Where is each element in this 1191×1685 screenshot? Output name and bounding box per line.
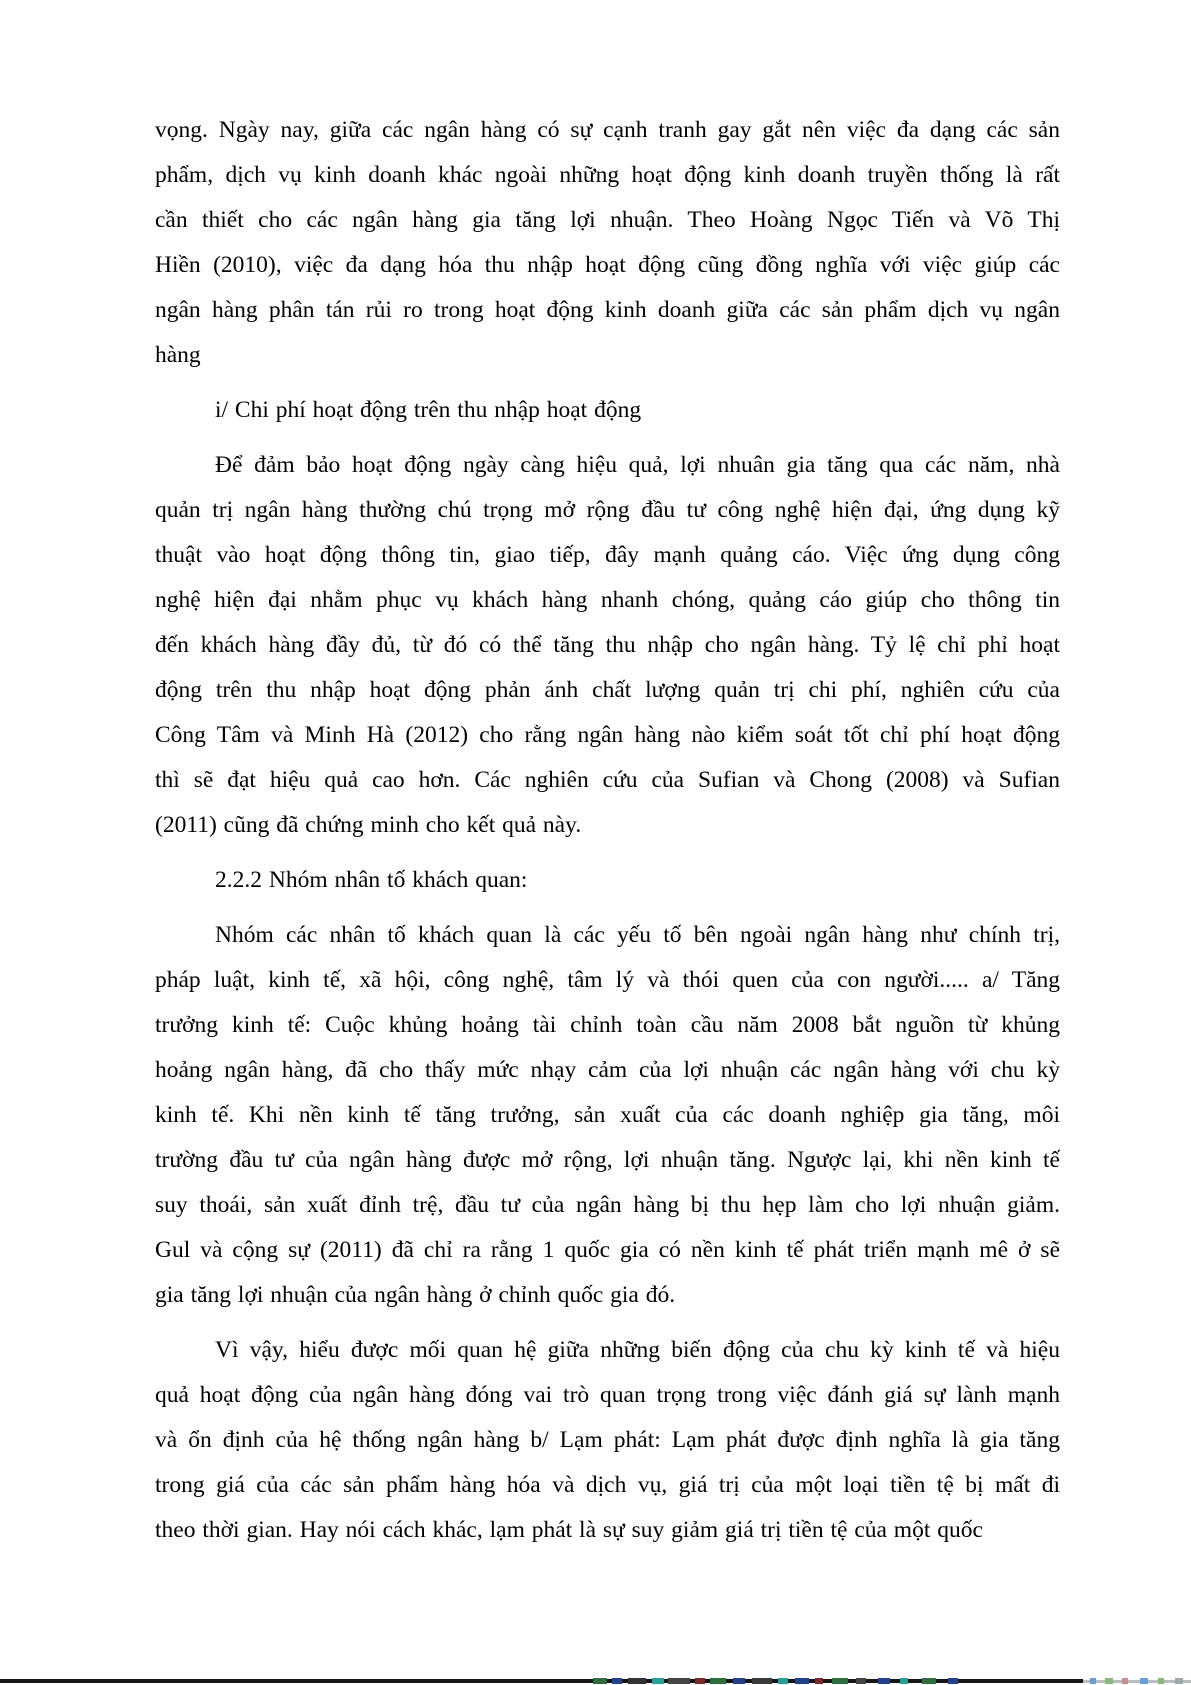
text-line: trường đầu tư của ngân hàng được mở rộng, lợi nhuận tăng. Ngược lại, khi nền kinh tế — [155, 1147, 1060, 1173]
text-line: nghệ hiện đại nhằm phục vụ khách hàng nhanh chóng, quảng cáo giúp cho thông tin — [155, 587, 1060, 613]
text-line: ngân hàng phân tán rủi ro trong hoạt động kinh doanh giữa các sản phẩm dịch vụ ngân — [155, 297, 1060, 323]
taskbar-pixel-artifact — [795, 1678, 809, 1684]
taskbar-pixel-artifact — [1105, 1678, 1113, 1684]
text-line: Nhóm các nhân tố khách quan là các yếu tố bên ngoài ngân hàng như chính trị, — [215, 922, 1060, 948]
text-line: quả hoạt động của ngân hàng đóng vai trò quan trọng trong việc đánh giá sự lành mạnh — [155, 1382, 1060, 1408]
taskbar-pixel-artifact — [878, 1678, 890, 1684]
taskbar-pixel-artifact — [832, 1678, 848, 1684]
taskbar-pixel-artifact — [1122, 1678, 1128, 1684]
taskbar-pixel-artifact — [752, 1678, 772, 1684]
text-line: vọng. Ngày nay, giữa các ngân hàng có sự cạnh tranh gay gắt nên việc đa dạng các sản — [155, 117, 1060, 143]
taskbar-pixel-artifact — [612, 1678, 622, 1684]
taskbar-pixel-artifact — [710, 1678, 726, 1684]
paragraph — [155, 108, 1060, 378]
taskbar-pixel-artifact — [733, 1678, 745, 1684]
taskbar-pixel-artifact — [1158, 1678, 1164, 1684]
text-line: quản trị ngân hàng thường chú trọng mở rộng đầu tư công nghệ hiện đại, ứng dụng kỹ — [155, 497, 1060, 523]
text-line: hàng — [155, 342, 201, 368]
text-line: hoảng ngân hàng, đã cho thấy mức nhạy cảm của lợi nhuận các ngân hàng với chu kỳ — [155, 1057, 1060, 1083]
document-text — [155, 108, 1060, 1553]
taskbar-pixel-artifact — [856, 1678, 866, 1684]
taskbar-pixel-artifact — [695, 1678, 705, 1684]
text-line: Hiền (2010), việc đa dạng hóa thu nhập hoạt động cũng đồng nghĩa với việc giúp các — [155, 252, 1060, 278]
heading-line: i/ Chi phí hoạt động trên thu nhập hoạt động — [215, 397, 642, 423]
text-line: Gul và cộng sự (2011) đã chỉ ra rằng 1 quốc gia có nền kinh tế phát triển mạnh mê ở sẽ — [155, 1237, 1060, 1263]
text-line: Vì vậy, hiểu được mối quan hệ giữa những biến động của chu kỳ kinh tế và hiệu — [215, 1337, 1060, 1363]
taskbar-pixel-artifact — [652, 1678, 664, 1684]
text-line: và ổn định của hệ thống ngân hàng b/ Lạm phát: Lạm phát được định nghĩa là gia tăng — [155, 1427, 1060, 1453]
text-line: trưởng kinh tế: Cuộc khủng hoảng tài chỉnh toàn cầu năm 2008 bắt nguồn từ khủng — [155, 1012, 1060, 1038]
taskbar-pixel-artifact — [948, 1678, 958, 1684]
text-line: trong giá của các sản phẩm hàng hóa và dịch vụ, giá trị của một loại tiền tệ bị mất đi — [155, 1472, 1060, 1498]
paragraph — [155, 443, 1060, 848]
taskbar-pixel-artifact — [778, 1678, 788, 1684]
taskbar-pixel-artifact — [1175, 1678, 1183, 1684]
taskbar-edge-strip — [0, 1678, 1191, 1685]
paragraph — [155, 913, 1060, 1318]
text-line: pháp luật, kinh tế, xã hội, công nghệ, tâm lý và thói quen của con người..... a/ Tăng — [155, 967, 1060, 993]
text-line: phẩm, dịch vụ kinh doanh khác ngoài những hoạt động kinh doanh truyền thống là rất — [155, 162, 1060, 188]
taskbar-pixel-artifact — [628, 1678, 646, 1684]
text-line: suy thoái, sản xuất đỉnh trệ, đầu tư của ngân hàng bị thu hẹp làm cho lợi nhuận giảm. — [155, 1192, 1060, 1218]
taskbar-pixel-artifact — [815, 1678, 823, 1684]
text-line: Công Tâm và Minh Hà (2012) cho rằng ngân hàng nào kiểm soát tốt chỉ phí hoạt động — [155, 722, 1060, 748]
heading-line: 2.2.2 Nhóm nhân tố khách quan: — [215, 867, 528, 893]
section-heading — [155, 388, 1060, 433]
section-heading — [155, 858, 1060, 903]
text-line: thuật vào hoạt động thông tin, giao tiếp, đây mạnh quảng cáo. Việc ứng dụng công — [155, 542, 1060, 568]
text-line: thì sẽ đạt hiệu quả cao hơn. Các nghiên cứu của Sufian và Chong (2008) và Sufian — [155, 767, 1060, 793]
taskbar-dark-segment — [0, 1679, 1083, 1683]
paragraph — [155, 1328, 1060, 1553]
text-line: gia tăng lợi nhuận của ngân hàng ở chỉnh quốc gia đó. — [155, 1282, 676, 1308]
text-line: động trên thu nhập hoạt động phản ánh chất lượng quản trị chi phí, nghiên cứu của — [155, 677, 1060, 703]
taskbar-pixel-artifact — [922, 1678, 936, 1684]
taskbar-pixel-artifact — [900, 1678, 908, 1684]
taskbar-pixel-artifact — [668, 1678, 690, 1684]
text-line: theo thời gian. Hay nói cách khác, lạm phát là sự suy giảm giá trị tiền tệ của một quốc — [155, 1517, 983, 1543]
text-line: cần thiết cho các ngân hàng gia tăng lợi nhuận. Theo Hoàng Ngọc Tiến và Võ Thị — [155, 207, 1060, 233]
text-line: đến khách hàng đầy đủ, từ đó có thể tăng thu nhập cho ngân hàng. Tỷ lệ chỉ phỉ hoạt — [155, 632, 1060, 658]
text-line: (2011) cũng đã chứng minh cho kết quả này. — [155, 812, 582, 838]
text-line: kinh tế. Khi nền kinh tế tăng trưởng, sản xuất của các doanh nghiệp gia tăng, môi — [155, 1102, 1060, 1128]
taskbar-pixel-artifact — [1140, 1678, 1148, 1684]
taskbar-pixel-artifact — [593, 1678, 607, 1684]
text-line: Để đảm bảo hoạt động ngày càng hiệu quả, lợi nhuân gia tăng qua các năm, nhà — [215, 452, 1060, 478]
taskbar-pixel-artifact — [1090, 1678, 1096, 1684]
